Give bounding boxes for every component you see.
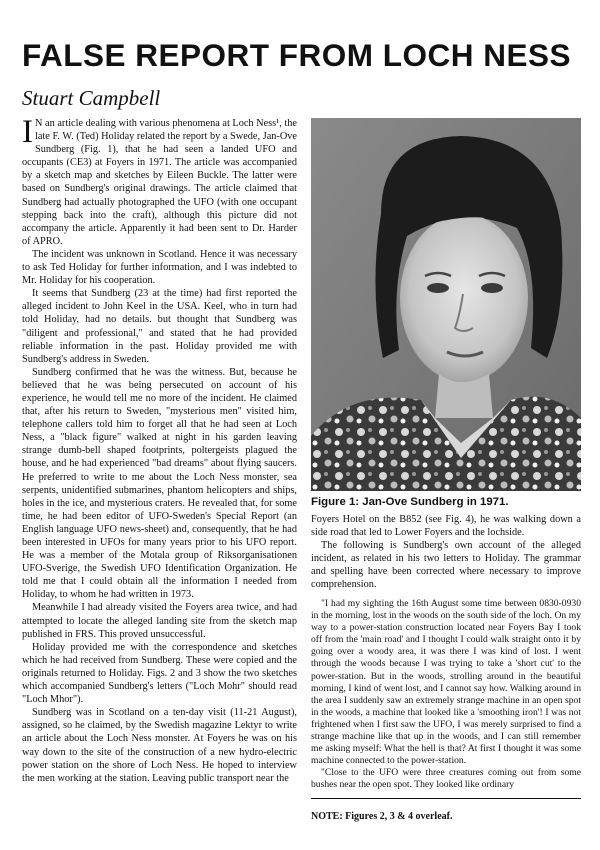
body-paragraph: Holiday provided me with the correspondence and sketches which he had received from Sundberg. These were copied and the originals returned to Holiday. Figs. 2 and 3 show the two sketches which accompanied Sundberg's letters ("Loch Mohr" should read "Loch Mhor"). [22, 641, 297, 706]
divider [311, 798, 581, 799]
drop-cap: I [22, 114, 33, 150]
right-column-intro [311, 513, 581, 592]
author-byline: Stuart Campbell [22, 86, 161, 110]
figure-caption: Figure 1: Jan-Ove Sundberg in 1971. [311, 496, 509, 508]
body-paragraph: Meanwhile I had already visited the Foyers area twice, and had attempted to locate the alleged landing site from the sketch map published in FRS. This proved unsuccessful. [22, 602, 297, 640]
body-paragraph: It seems that Sundberg (23 at the time) had first reported the alleged incident to John Keel in the USA. Keel, who in turn had told Holiday, had no details. but thought that Sundberg was "diligent and professional," and stated that he had provided reliable information in the past. Holiday provided me with Sundberg's address in Sweden. [22, 288, 297, 365]
body-paragraph: Foyers Hotel on the B852 (see Fig. 4), he was walking down a side road that led to Lower Foyers and the lochside. [311, 514, 581, 539]
left-column [22, 114, 297, 785]
body-paragraph: Sundberg was in Scotland on a ten-day visit (11-21 August), assigned, so he claimed, by the Swedish magazine Lektyr to write an article about the Loch Ness monster. At Foyers he was on his way down to the site of the construction of a new hydro-electric power station on the shore of Loch Ness. He hoped to interview the men working at the station. Leaving public transport near the [22, 707, 297, 784]
witness-account [311, 598, 581, 792]
article-title: FALSE REPORT FROM LOCH NESS [22, 37, 572, 73]
quote-paragraph: "I had my sighting the 16th August some time between 0830-0930 in the morning, lost in the woods on the south side of the loch. On my way to a power-station construction located near Foyers Bay I took off from the 'main road' and I thought I could walk straight onto it by going over a woody area, it was there I was kind of lost. I went through the woods because I was trying to take a 'short cut' to the power-station. But in the woods, strolling around in the beautiful morning, I kind of went lost, and I cannot say how. Walking around in the area I suddenly saw an extremely strange machine in an open spot in the woods, a machine that looked like a 'smoothing iron'! I was not frightened when I first saw the UFO, I was merely surprised to find a strange machine like that up in the woods, and I can still remember me asking myself: What the hell is that? At first I thought it was some machine connected to the power-station. [311, 598, 581, 767]
portrait-photo [311, 118, 581, 491]
body-paragraph: I N an article dealing with various phenomena at Loch Ness¹, the late F. W. (Ted) Holiday related the report by a Swede, Jan-Ove Sundberg (Fig. 1), that he had seen a landed UFO and occupants (CE3) at Foyers in 1971. The article was accompanied by a sketch map and sketches by Eileen Buckle. The latter were based on Sundberg's original drawings. The article claimed that Sundberg had actually photographed the UFO (with one occupant stepping back into the craft), although this picture did not accompany the article. Apparently it had been sent to Dr. Harder of APRO. [22, 114, 297, 247]
body-paragraph: The incident was unknown in Scotland. Hence it was necessary to ask Ted Holiday for further information, and I was indebted to Mr. Holiday for his cooperation. [22, 248, 297, 287]
body-paragraph: The following is Sundberg's own account of the alleged incident, as related in his two letters to Holiday. The grammar and spelling have been corrected where necessary to improve comprehension. [311, 540, 581, 591]
quote-paragraph: "Close to the UFO were three creatures coming out from some bushes near the open spot. They looked like ordinary [311, 767, 581, 791]
portrait-illustration [311, 118, 581, 491]
body-paragraph: Sundberg confirmed that he was the witness. But, because he believed that he was being persecuted on account of his experience, he would tell me no more of the incident. He claimed that, after his return to Sweden, "mysterious men" visited him, telephone callers told him to forget all that he had seen at Loch Ness, a "black figure" walked at night in his garden leaving strange dumb-bell shaped footprints, poltergeists plagued the house, and he had experienced "bad dreams" about flying saucers. He preferred to write to me about the Loch Ness monster, sea serpents, unidentified submarines, phantom helicopters and ships, holes in the ice, and mysterious craters. He revealed that, for some time, he had been editor of UFO-Sweden's Special Report (an English language UFO news-sheet) and, consequently, that he had been interested in UFOs for many years prior to his UFO report. He was a member of the Motala group of Riksorganisationen UFO-Sverige, the Swedish UFO Identification Organization. He told me that I could obtain all the information I needed from Holiday, to whom he had written in 1973. [22, 366, 297, 601]
figures-note: NOTE: Figures 2, 3 & 4 overleaf. [311, 811, 453, 822]
